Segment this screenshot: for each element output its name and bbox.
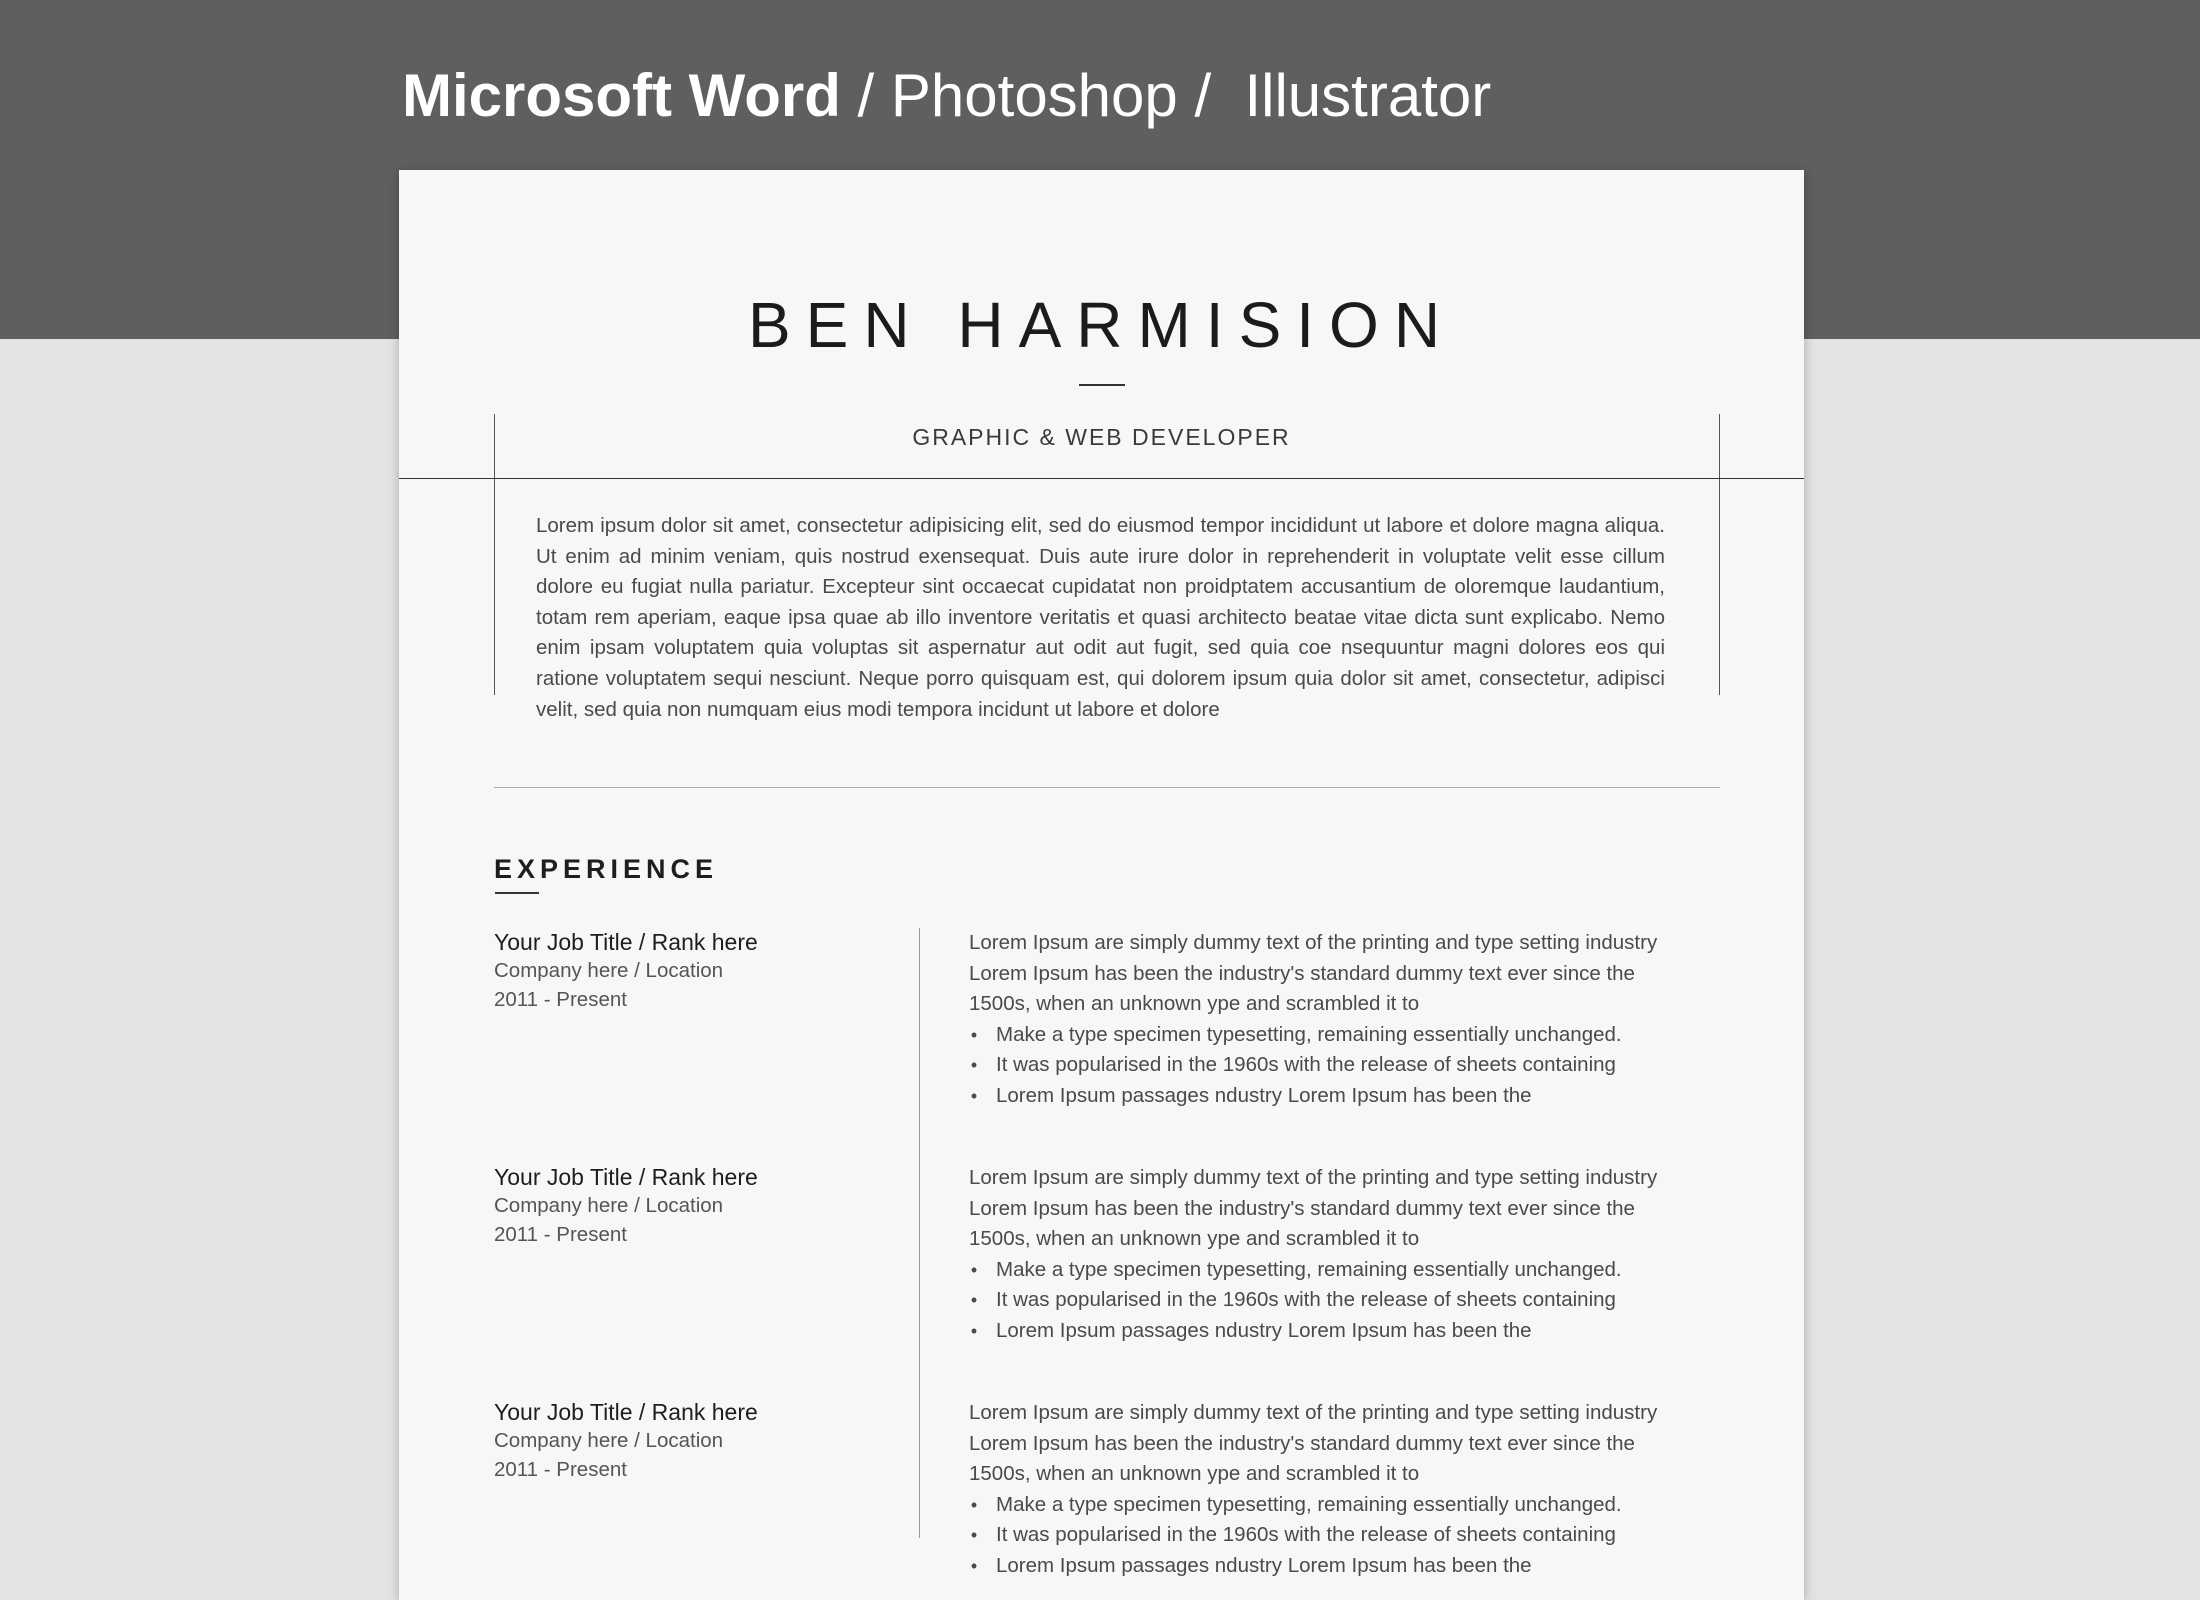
job-title: Your Job Title / Rank here [494,1164,758,1190]
resume-page [399,170,1804,1600]
job-meta [494,1163,894,1249]
job-bullet-text: Make a type specimen typesetting, remaining essentially unchanged. [996,1492,1622,1516]
job-description [969,928,1739,1112]
job-dates: 2011 - Present [494,1457,627,1481]
job-description-line: 1500s, when an unknown ype and scrambled it to [969,1227,1420,1251]
job-bullet [969,1316,1739,1347]
job-company: Company here / Location [494,1429,724,1452]
job-description [969,1163,1739,1347]
job-dates: 2011 - Present [494,987,627,1011]
job-description-line: Lorem Ipsum has been the industry's standard dummy text ever since the [969,1196,1635,1220]
title-horizontal-line [399,478,1804,479]
name-underline [1079,384,1125,386]
job-bullet-text: Lorem Ipsum passages ndustry Lorem Ipsum has been the [996,1083,1532,1107]
job-bullet-text: It was popularised in the 1960s with the release of sheets containing [996,1288,1616,1312]
job-bullet [969,1490,1739,1521]
banner-primary-text: Microsoft Word [402,62,841,129]
job-bullet [969,1020,1739,1051]
job-bullet [969,1050,1739,1081]
job-dates: 2011 - Present [494,1222,627,1246]
bullet-dot-icon: • [970,1055,978,1076]
resume-summary: Lorem ipsum dolor sit amet, consectetur adipisicing elit, sed do eiusmod tempor incididunt ut labore et dolore magna aliqua. Ut enim ad minim veniam, quis nostrud exensequat. Duis aute irure dolor in reprehenderit in voluptate velit esse cillum dolore eu fugiat nulla pariatur. Excepteur sint occaecat cupidatat non proidptatem accusantium de oloremque laudantium, totam rem aperiam, eaque ipsa quae ab illo inventore veritatis et quasi architecto beatae vitae dicta sunt explicabo. Nemo enim ipsam voluptatem quia voluptas sit aspernatur aut odit aut fugit, sed quia coe nsequuntur magni dolores eos qui ratione voluptatem sequi nesciunt. Neque porro quisquam est, qui dolorem ipsum quia dolor sit amet, consectetur, adipisci velit, sed quia non numquam eius modi tempora incidunt ut labore et dolore [536,514,1665,721]
job-bullet [969,1285,1739,1316]
job-description-line: 1500s, when an unknown ype and scrambled it to [969,1462,1420,1486]
job-bullet-text: Lorem Ipsum passages ndustry Lorem Ipsum has been the [996,1318,1532,1342]
section-divider [494,787,1720,788]
job-company: Company here / Location [494,959,724,982]
job-title: Your Job Title / Rank here [494,929,758,955]
job-bullet [969,1081,1739,1112]
experience-column-divider [919,928,920,1538]
experience-heading-underline [495,892,539,894]
job-bullet [969,1551,1739,1582]
bullet-dot-icon: • [970,1320,978,1341]
software-banner [402,56,1491,136]
job-meta [494,1398,894,1484]
experience-heading: EXPERIENCE [494,854,719,884]
job-bullet-list [969,1255,1739,1347]
resume-role: GRAPHIC & WEB DEVELOPER [912,424,1291,450]
job-description-line: Lorem Ipsum are simply dummy text of the printing and type setting industry [969,1166,1658,1189]
job-description-line: Lorem Ipsum has been the industry's standard dummy text ever since the [969,961,1635,985]
job-bullet-text: Make a type specimen typesetting, remaining essentially unchanged. [996,1257,1622,1281]
job-bullet-text: It was popularised in the 1960s with the release of sheets containing [996,1523,1616,1547]
banner-secondary-text: / Photoshop / Illustrator [840,62,1492,129]
job-description-line: Lorem Ipsum has been the industry's standard dummy text ever since the [969,1431,1635,1455]
job-bullet [969,1255,1739,1286]
bullet-dot-icon: • [970,1525,978,1546]
job-company: Company here / Location [494,1194,724,1217]
resume-name: BEN HARMISION [747,289,1456,361]
job-description-line: Lorem Ipsum are simply dummy text of the printing and type setting industry [969,1401,1658,1424]
job-bullet-list [969,1020,1739,1112]
job-bullet [969,1520,1739,1551]
job-bullet-text: It was popularised in the 1960s with the release of sheets containing [996,1053,1616,1077]
job-bullet-text: Lorem Ipsum passages ndustry Lorem Ipsum has been the [996,1553,1532,1577]
job-meta [494,928,894,1014]
bullet-dot-icon: • [970,1259,978,1280]
bullet-dot-icon: • [970,1290,978,1311]
job-bullet-list [969,1490,1739,1582]
job-description-line: Lorem Ipsum are simply dummy text of the printing and type setting industry [969,931,1658,954]
job-bullet-text: Make a type specimen typesetting, remaining essentially unchanged. [996,1022,1622,1046]
job-description [969,1398,1739,1582]
bullet-dot-icon: • [970,1494,978,1515]
bullet-dot-icon: • [970,1555,978,1576]
bullet-dot-icon: • [970,1085,978,1106]
job-title: Your Job Title / Rank here [494,1399,758,1425]
bullet-dot-icon: • [970,1024,978,1045]
job-description-line: 1500s, when an unknown ype and scrambled it to [969,992,1420,1016]
